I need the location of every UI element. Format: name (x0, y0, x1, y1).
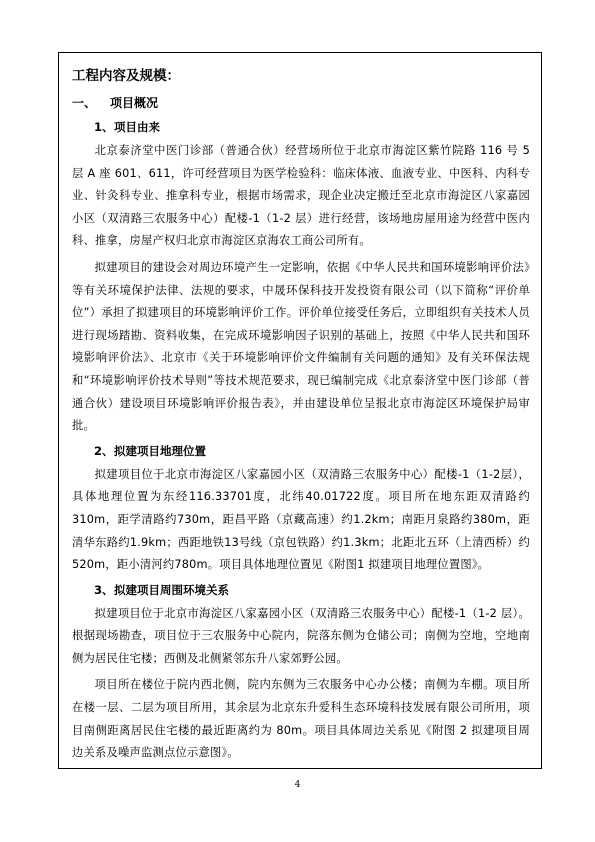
paragraph: 拟建项目的建设会对周边环境产生一定影响，依据《中华人民共和国环境影响评价法》等有关环境保护法律、法规的要求，中晟环保科技开发投资有限公司（以下简称“评价单位”）承担了拟建项目的环境影响评价工作。评价单位接受任务后，立即组织有关技术人员进行现场踏勘、资料收集，在完成环境影响因子识别的基础上，按照《中华人民共和国环境影响评价法》、北京市《关于环境影响评价文件编制有关问题的通知》及有关环保法规和“环境影响评价技术导则”等技术规范要求，现已编制完成《北京泰济堂中医门诊部（普通合伙）建设项目环境影响评价报告表》，并由建设单位呈报北京市海淀区环境保护局审批。 (72, 260, 530, 433)
subsection-number: 3、 (94, 582, 114, 597)
subsection-title: 拟建项目地理位置 (114, 443, 206, 458)
paragraph: 拟建项目位于北京市海淀区八家嘉园小区（双清路三农服务中心）配楼-1（1-2层），具体地理位置为东经116.33701度，北纬40.01722度。项目所在地东距双清路约310m，距学清路约730m，距昌平路（京藏高速）约1.2km；南距月泉路约380m，距清华东路约1.9km；西距地铁13号线（京包铁路）约1.3km；北距北五环（上清西桥）约520m，距小清河约780m。项目具体地理位置见《附图1 拟建项目地理位置图》。 (72, 467, 530, 572)
document-content (72, 66, 530, 769)
subsection-title: 项目由来 (114, 120, 160, 134)
subsection-title-location (72, 442, 530, 460)
heading-text: 项目概况 (110, 96, 159, 110)
subsection-number: 2、 (94, 443, 114, 458)
subsection-title-surroundings (72, 581, 530, 599)
section-title: 工程内容及规模： (72, 68, 180, 84)
page-number: 4 (294, 780, 301, 790)
heading-number: 一、 (72, 96, 97, 110)
heading-project-overview (72, 94, 530, 112)
subsection-title: 拟建项目周围环境关系 (114, 582, 229, 597)
paragraph: 北京泰济堂中医门诊部（普通合伙）经营场所位于北京市海淀区紫竹院路 116 号 5 层 A 座 601、611，许可经营项目为医学检验科：临床体液、血液专业、中医科、内科专业、针灸科专业、推拿科专业，根据市场需求，现企业决定搬迁至北京市海淀区八家嘉园小区（双清路三农服务中心）配楼-1（1-2 层）进行经营，该场地房屋用途为经营中医内科、推拿，房屋产权归北京市海淀区京海农工商公司所有。 (72, 144, 530, 248)
subsection-title-origin (72, 118, 530, 136)
paragraph: 拟建项目位于北京市海淀区八家嘉园小区（双清路三农服务中心）配楼-1（1-2 层）。根据现场勘查，项目位于三农服务中心院内，院落东侧为仓储公司；南侧为空地，空地南侧为居民住宅楼；西侧及北侧紧邻东升八家郊野公园。 (72, 606, 530, 665)
subsection-number: 1、 (94, 120, 114, 134)
paragraph: 项目所在楼位于院内西北侧，院内东侧为三农服务中心办公楼；南侧为车棚。项目所在楼一层、二层为项目所用，其余层为北京东升爱科生态环境科技发展有限公司所用，项目南侧距离居民住宅楼的最近距离约为 80m。项目具体周边关系见《附图 2 拟建项目周边关系及噪声监测点位示意图》。 (72, 678, 530, 760)
